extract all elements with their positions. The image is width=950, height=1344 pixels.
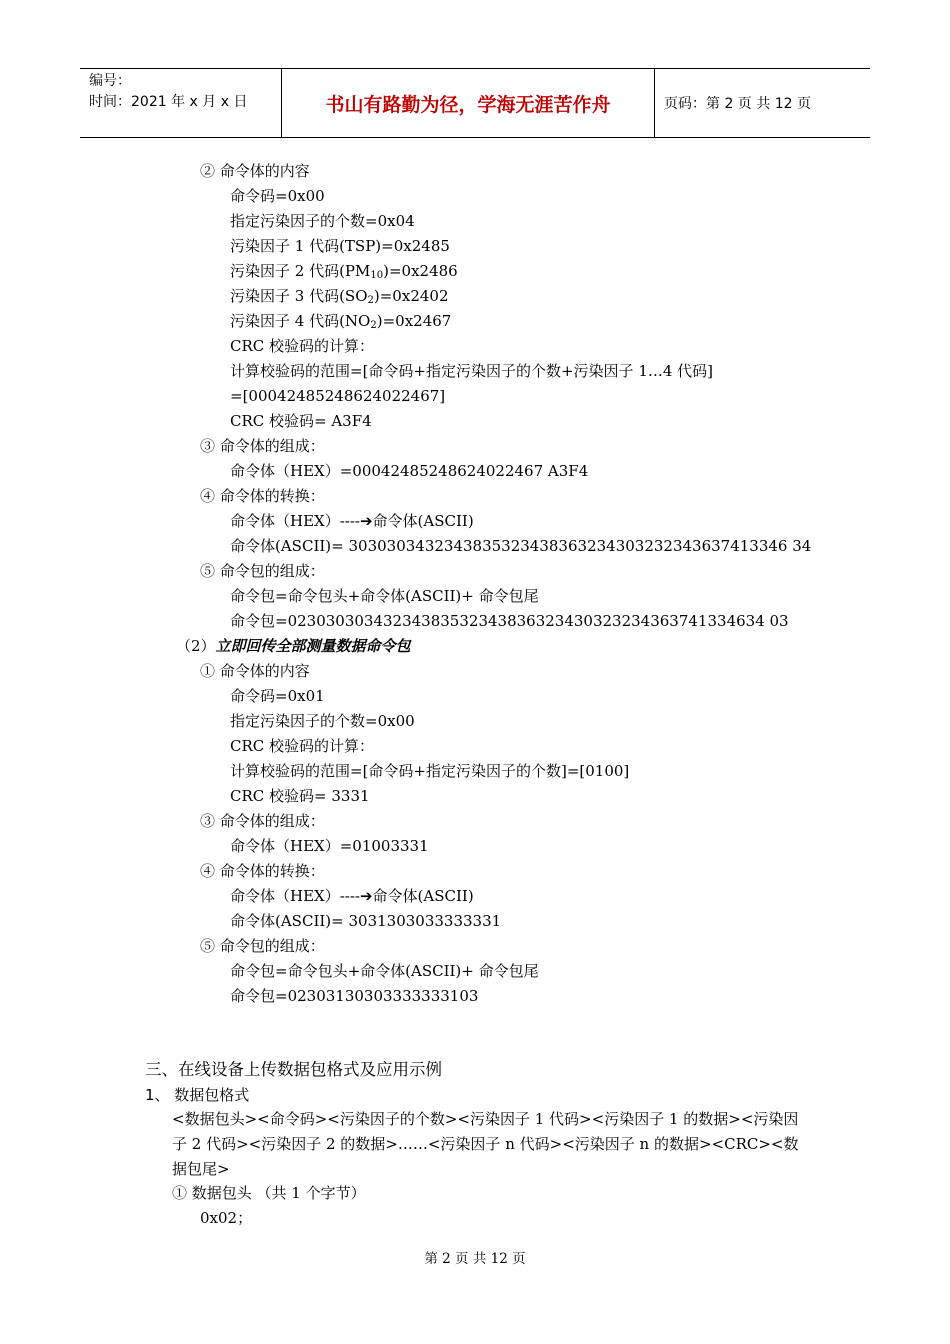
packet-value: 命令包=02303130303333333103 [230, 987, 479, 1005]
packet-header-value: 0x02； [200, 1209, 253, 1227]
factor-4-code: 污染因子 4 代码$(NO_2)=0x2467$ [230, 312, 452, 331]
factor-count: 指定污染因子的个数=0x00 [230, 712, 415, 730]
packet-format-text: <数据包头><命令码><污染因子的个数><污染因子 1 代码><污染因子 1 的数据><污染因子 2 代码><污染因子 2 的数据>……<污染因子 n 代码><污染因子 n 的数据><CRC><数据包尾> [172, 1110, 799, 1178]
section-3-title: 三、在线设备上传数据包格式及应用示例 [145, 1060, 442, 1079]
subsection-1-title: 1、 数据包格式 [145, 1086, 250, 1104]
header-id-label: 编号： [89, 73, 131, 89]
crc-calc-label: CRC 校验码的计算： [230, 337, 375, 355]
crc-value: CRC 校验码= 3331 [230, 787, 370, 805]
cmd-code: 命令码=0x00 [230, 187, 325, 205]
crc-value: CRC 校验码= A3F4 [230, 412, 372, 430]
factor-1-code: 污染因子 1 代码(TSP)=0x2485 [230, 237, 450, 255]
crc-range: 计算校验码的范围=[命令码+指定污染因子的个数]=[0100] [230, 762, 630, 780]
packet-header-item: ① 数据包头 （共 1 个字节） [172, 1184, 366, 1202]
header-left-cell [80, 69, 282, 137]
header-motto: 书山有路勤为径，学海无涯苦作舟 [282, 69, 655, 137]
header-page-info: 页码：第 2 页 共 12 页 [664, 96, 811, 112]
convert-arrow: 命令体（HEX）----➔命令体(ASCII) [230, 512, 474, 530]
content-title: ① 命令体的内容 [200, 662, 310, 680]
page-header [80, 68, 870, 138]
convert-title: ④ 命令体的转换： [200, 487, 325, 505]
packet-title: ⑤ 命令包的组成： [200, 562, 325, 580]
packet-formula: 命令包=命令包头+命令体(ASCII)+ 命令包尾 [230, 587, 539, 605]
page-footer: 第 2 页 共 12 页 [424, 1251, 526, 1267]
compose-title: ③ 命令体的组成： [200, 437, 325, 455]
compose-title: ③ 命令体的组成： [200, 812, 325, 830]
packet-title: ⑤ 命令包的组成： [200, 937, 325, 955]
crc-calc-label: CRC 校验码的计算： [230, 737, 375, 755]
factor-2-code: 污染因子 2 代码$(PM_{10})=0x2486$ [230, 262, 458, 281]
factor-3-code: 污染因子 3 代码$(SO_2)=0x2402$ [230, 287, 449, 306]
content-title: ② 命令体的内容 [200, 162, 310, 180]
factor-count: 指定污染因子的个数=0x04 [230, 212, 415, 230]
crc-range-value: =[00042485248624022467] [230, 387, 446, 405]
compose-hex: 命令体（HEX）=01003331 [230, 837, 429, 855]
packet-formula: 命令包=命令包头+命令体(ASCII)+ 命令包尾 [230, 962, 539, 980]
convert-arrow: 命令体（HEX）----➔命令体(ASCII) [230, 887, 474, 905]
convert-ascii: 命令体(ASCII)= 3030303432343835323438363234303232343637413346 34 [230, 537, 812, 555]
convert-title: ④ 命令体的转换： [200, 862, 325, 880]
header-date: 时间：2021 年 x 月 x 日 [89, 94, 248, 110]
compose-hex: 命令体（HEX）=00042485248624022467 A3F4 [230, 462, 589, 480]
convert-ascii: 命令体(ASCII)= 3031303033333331 [230, 912, 502, 930]
section-2-heading: （2）立即回传全部测量数据命令包 [176, 637, 411, 655]
cmd-code: 命令码=0x01 [230, 687, 325, 705]
packet-value: 命令包=02303030343234383532343836323430323234363741334634 03 [230, 612, 789, 630]
crc-range: 计算校验码的范围=[命令码+指定污染因子的个数+污染因子 1…4 代码] [230, 362, 714, 380]
